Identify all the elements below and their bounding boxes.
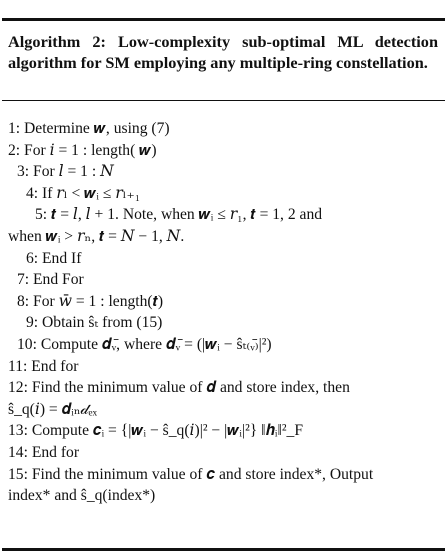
algorithm-caption [8, 31, 438, 73]
step-line-continuation: ŝ_q(𝑖) = 𝒅ᵢₙ𝒹ₑₓ [8, 400, 98, 418]
bottom-rule [2, 548, 445, 551]
caption-rule [2, 100, 445, 101]
algorithm-label: Algorithm 2 [8, 32, 101, 51]
step-line: 1: Determine 𝒘, using (7) [8, 120, 170, 137]
step-line: 9: Obtain ŝₜ from (15) [26, 314, 163, 332]
step-line: 4: If 𝑟ₗ < 𝒘ᵢ ≤ 𝑟ₗ₊₁ [26, 184, 141, 202]
step-line: 5: 𝒕 = 𝑙, 𝑙 + 1. Note, when 𝒘ᵢ ≤ 𝑟₁, 𝒕 = 1, 2 and [35, 206, 323, 224]
step-line: 3: For 𝑙 = 1 : 𝑁 [17, 163, 114, 181]
step-line: 13: Compute 𝒄ᵢ = {|𝒘ᵢ − ŝ_q(𝑖)|² − |𝒘ᵢ|²} ‖𝒉ᵢ‖²_F [8, 422, 303, 440]
step-line: 12: Find the minimum value of 𝒅 and store index, then [8, 379, 350, 397]
algorithm-steps [8, 118, 440, 507]
step-line-continuation: index* and ŝ_q(index*) [8, 487, 156, 505]
step-line: 8: For 𝑤̄ = 1 : length(𝒕) [17, 292, 164, 310]
algorithm-title: : Low-complexity sub-optimal ML detection algorithm for SM employing any multiple-ring constellation. [8, 32, 439, 72]
step-line: 10: Compute 𝒅ᵥ̄, where 𝒅ᵥ̄ = (|𝒘ᵢ − ŝₜ₍ᵥ̄₎|²) [17, 335, 272, 353]
step-line: 15: Find the minimum value of 𝒄 and store index*, Output [8, 465, 374, 483]
top-rule [2, 18, 445, 21]
step-line-continuation: when 𝒘ᵢ > 𝑟ₙ, 𝒕 = 𝑁 − 1, 𝑁. [8, 227, 185, 245]
step-line: 14: End for [8, 443, 80, 461]
step-line: 7: End For [17, 271, 84, 289]
step-line: 6: End If [26, 249, 82, 267]
step-line: 2: For 𝑖 = 1 : length( 𝒘) [8, 141, 157, 159]
step-line: 11: End for [8, 357, 79, 375]
